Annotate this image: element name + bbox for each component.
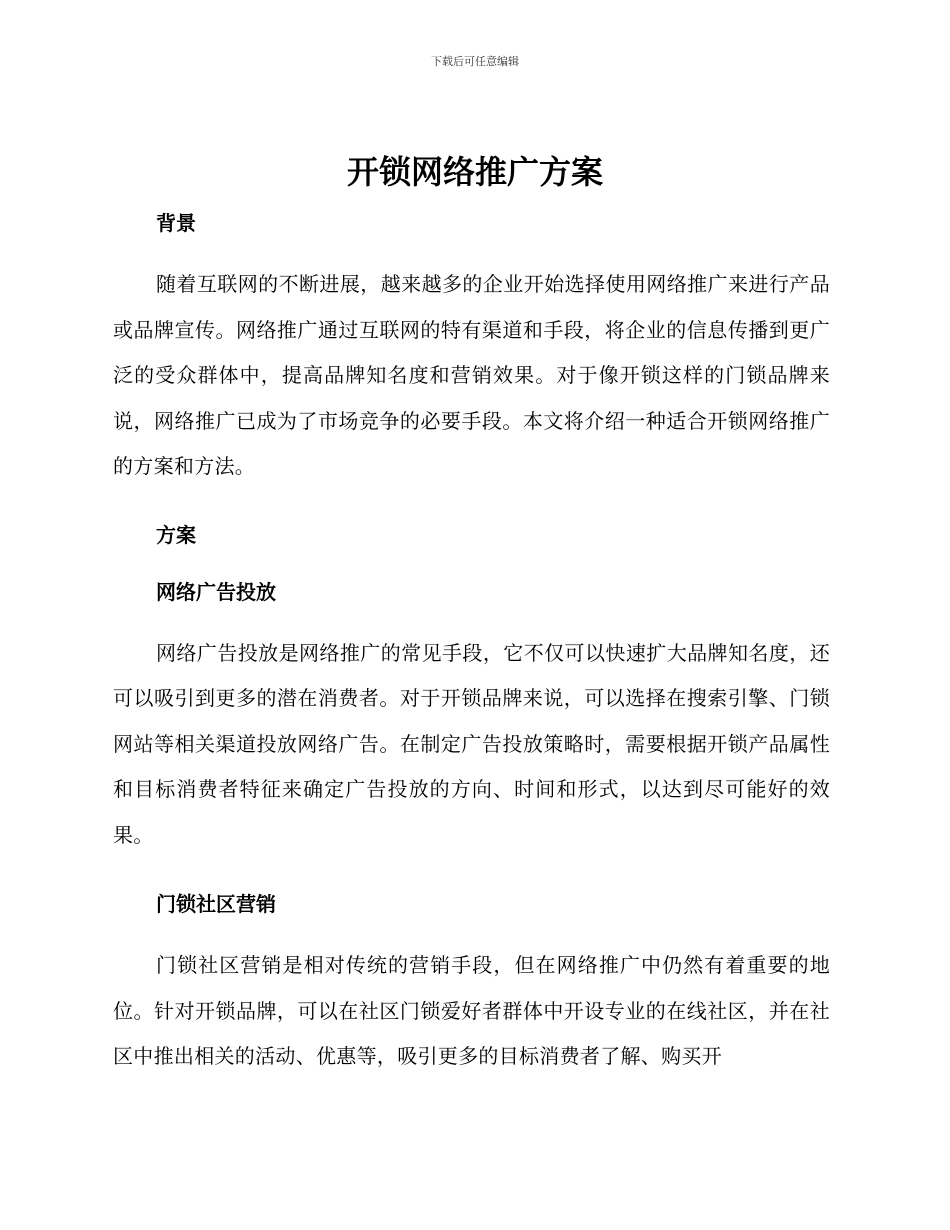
section-heading-background: 背景 [156, 211, 196, 235]
section-heading-plan: 方案 [156, 522, 196, 547]
document-title: 开锁网络推广方案 [346, 153, 603, 191]
paragraph-background: 随着互联网的不断进展，越来越多的企业开始选择使用网络推广来进行产品或品牌宣传。网络推广通过互联网的特有渠道和手段，将企业的信息传播到更广泛的受众群体中，提高品牌知名度和营销效果。对于像开锁这样的门锁品牌来说，网络推广已成为了市场竞争的必要手段。本文将介绍一种适合开锁网络推广的方案和方法。 [113, 272, 830, 478]
header-note: 下载后可任意编辑 [431, 55, 519, 68]
section-heading-community-marketing: 门锁社区营销 [156, 892, 276, 916]
section-heading-online-ads: 网络广告投放 [156, 579, 276, 604]
document-body [113, 200, 830, 1080]
paragraph-online-ads: 网络广告投放是网络推广的常见手段，它不仅可以快速扩大品牌知名度，还可以吸引到更多的潜在消费者。对于开锁品牌来说，可以选择在搜索引擎、门锁网站等相关渠道投放网络广告。在制定广告投放策略时，需要根据开锁产品属性和目标消费者特征来确定广告投放的方向、时间和形式，以达到尽可能好的效果。 [113, 640, 830, 847]
paragraph-community-marketing: 门锁社区营销是相对传统的营销手段，但在网络推广中仍然有着重要的地位。针对开锁品牌，可以在社区门锁爱好者群体中开设专业的在线社区，并在社区中推出相关的活动、优惠等，吸引更多的目标消费者了解、购买开 [113, 953, 830, 1068]
